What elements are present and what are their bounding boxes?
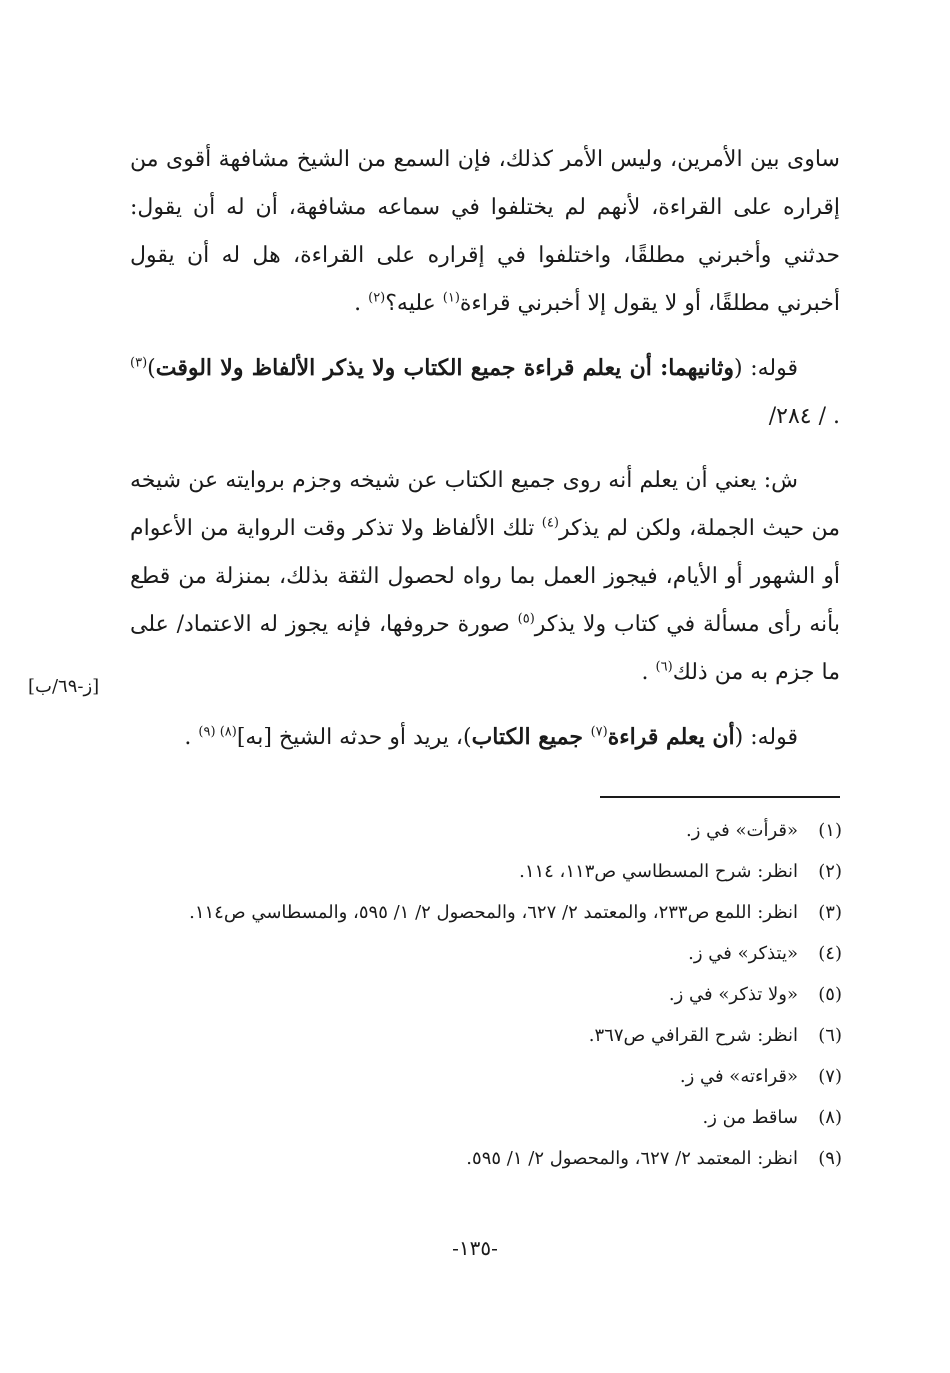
- footnote-text: انظر: شرح المسطاسي ص١١٣، ١١٤.: [519, 861, 798, 882]
- footnote-text: «يتذكر» في ز.: [688, 943, 798, 964]
- text-run: صورة حروفها، فإنه يجوز له الاعتماد/ على ما جزم به من ذلك: [130, 612, 840, 685]
- text-run: .: [641, 660, 656, 685]
- footnotes-list: [130, 810, 842, 1179]
- footnote-reference: (١): [442, 290, 460, 306]
- footnote-item: [130, 933, 842, 974]
- footnote-text: انظر: شرح القرافي ص٣٦٧.: [588, 1025, 798, 1046]
- footnote-number: (٢): [818, 861, 842, 882]
- manuscript-margin-reference: [ز-٦٩/ب]: [28, 676, 100, 697]
- text-run: ): [147, 356, 156, 381]
- text-run: قوله: (: [734, 356, 798, 381]
- text-run: عليه؟: [385, 291, 443, 316]
- footnote-reference: (٣): [130, 355, 148, 371]
- footnote-text: «قرأت» في ز.: [686, 820, 798, 841]
- footnote-number: (٣): [818, 902, 842, 923]
- footnote-item: [130, 1097, 842, 1138]
- footnote-reference: (٢): [368, 290, 386, 306]
- footnote-number: (٦): [818, 1025, 842, 1046]
- text-run: قوله: (: [734, 725, 798, 750]
- footnote-number: (٩): [818, 1148, 842, 1169]
- text-run: . / ٢٨٤/: [768, 404, 840, 429]
- page-number: -١٣٥-: [452, 1236, 498, 1260]
- footnote-separator: [600, 796, 840, 798]
- text-run: تلك الألفاظ ولا تذكر وقت الرواية من الأعوام أو الشهور أو الأيام، فيجوز العمل بما رواه لحصول الثقة بذلك، بمنزلة من قطع بأنه رأى مسألة في كتاب ولا يذكر: [130, 516, 840, 637]
- paragraph: [130, 344, 840, 441]
- footnote-number: (٤): [818, 943, 842, 964]
- footnote-reference: (٥): [517, 611, 535, 627]
- footnote-number: (١): [818, 820, 842, 841]
- footnote-number: (٧): [818, 1066, 842, 1087]
- footnote-text: ساقط من ز.: [702, 1107, 798, 1128]
- footnote-item: [130, 974, 842, 1015]
- footnote-item: [130, 892, 842, 933]
- footnote-text: انظر: اللمع ص٢٣٣، والمعتمد ٢/ ٦٢٧، والمحصول ٢/ ١/ ٥٩٥، والمسطاسي ص١١٤.: [189, 902, 798, 923]
- footnote-item: [130, 1056, 842, 1097]
- footnote-reference: (٦): [655, 659, 673, 675]
- paragraph: [130, 136, 840, 328]
- footnote-item: [130, 851, 842, 892]
- footnote-item: [130, 810, 842, 851]
- footnote-number: (٥): [818, 984, 842, 1005]
- footnote-text: «ولا تذكر» في ز.: [668, 984, 798, 1005]
- footnote-reference: (٨) (٩): [198, 724, 237, 740]
- text-run: )، يريد أو حدثه الشيخ [به]: [236, 725, 472, 750]
- footnote-reference: (٧): [590, 724, 608, 740]
- text-run: .: [354, 291, 369, 316]
- quoted-text: أن يعلم قراءة: [607, 724, 735, 750]
- text-run: ش: يعني أن يعلم أنه روى جميع الكتاب عن شيخه وجزم بروايته عن شيخه من حيث الجملة، ولكن لم يذكر: [130, 468, 841, 541]
- footnote-item: [130, 1015, 842, 1056]
- footnote-text: انظر: المعتمد ٢/ ٦٢٧، والمحصول ٢/ ١/ ٥٩٥.: [466, 1148, 798, 1169]
- paragraph: [130, 713, 840, 762]
- footnote-reference: (٤): [541, 515, 559, 531]
- main-text: [130, 136, 840, 778]
- footnote-item: [130, 1138, 842, 1179]
- footnote-number: (٨): [818, 1107, 842, 1128]
- quoted-text: جميع الكتاب: [471, 724, 591, 750]
- footnote-text: «قراءته» في ز.: [679, 1066, 798, 1087]
- text-run: ساوى بين الأمرين، وليس الأمر كذلك، فإن السمع من الشيخ مشافهة أقوى من إقراره على القراءة، لأنهم لم يختلفوا في سماعه مشافهة، أن له أن يقول: حدثني وأخبرني مطلقًا، واختلفوا في إقراره على القراءة، هل له أن يقول أخبرني مطلقًا، أو لا يقول إلا أخبرني قراءة: [130, 147, 840, 316]
- paragraph: [130, 457, 840, 697]
- text-run: .: [184, 725, 199, 750]
- quoted-text: وثانيهما: أن يعلم قراءة جميع الكتاب ولا يذكر الألفاظ ولا الوقت: [155, 355, 735, 381]
